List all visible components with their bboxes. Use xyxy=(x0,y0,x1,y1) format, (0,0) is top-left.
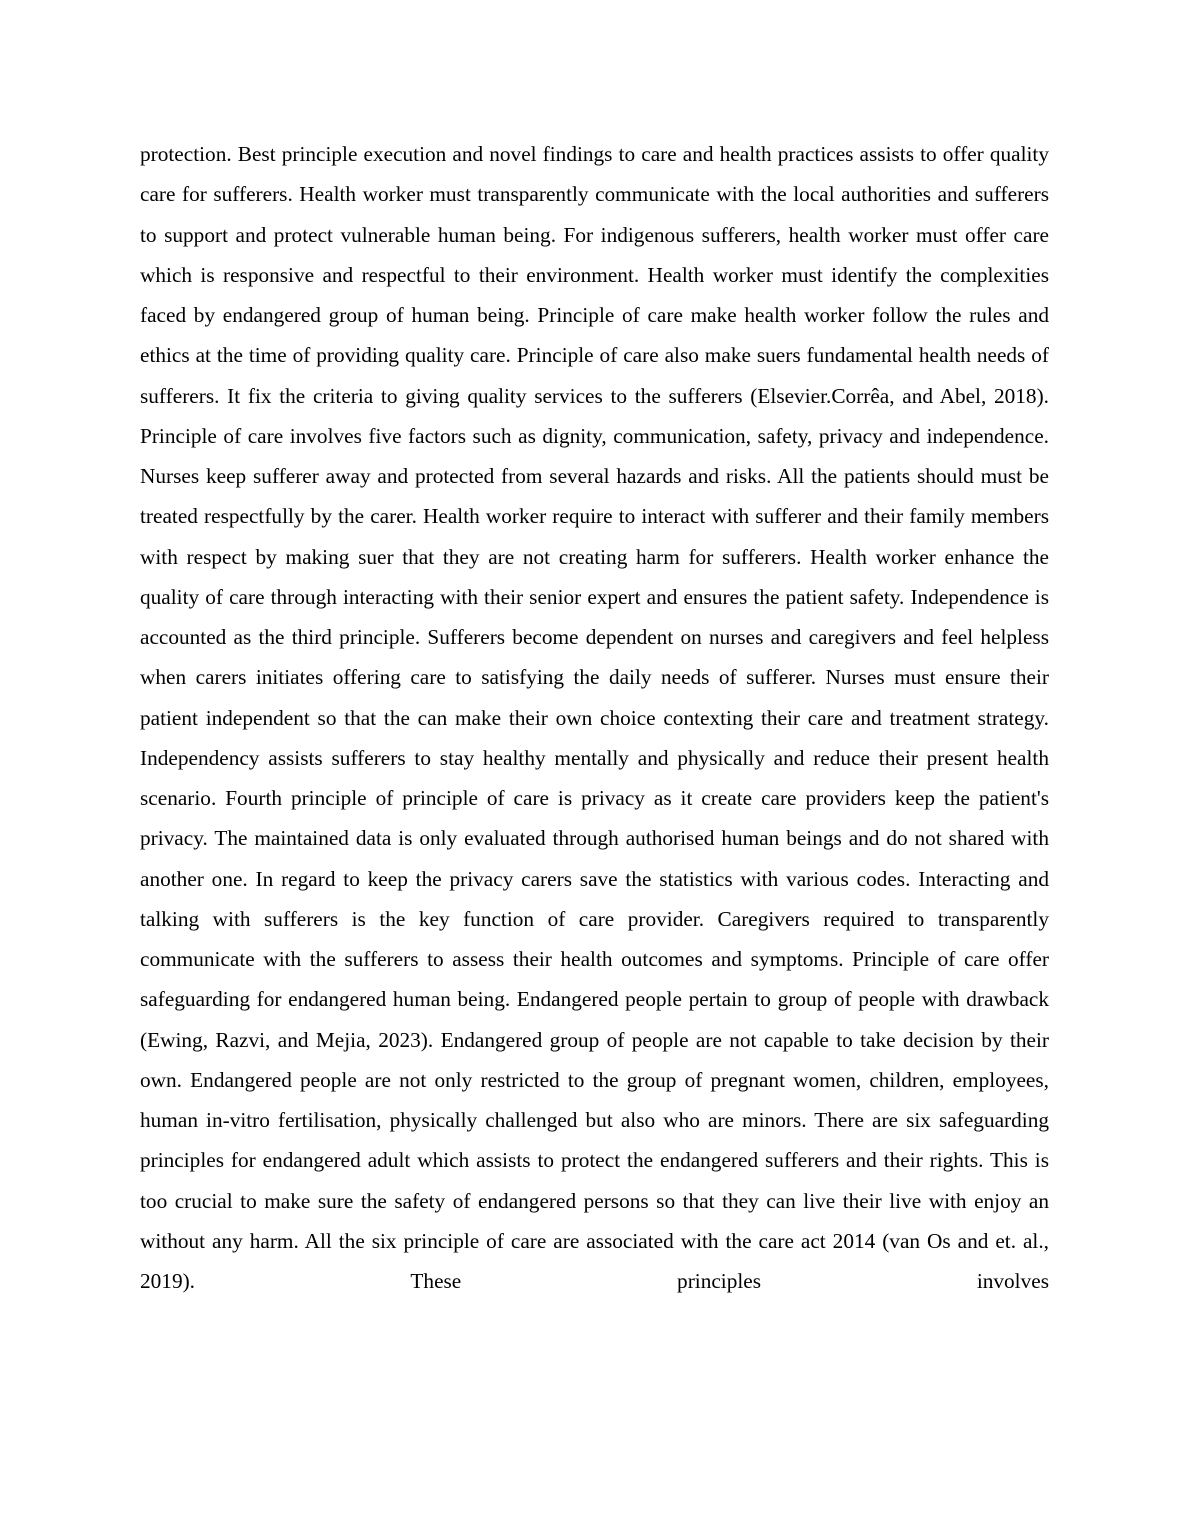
body-paragraph: protection. Best principle execution and novel findings to care and health practices assists to offer quality care for sufferers. Health worker must transparently communicate with the local authorities and sufferers to support and protect vulnerable human being. For indigenous sufferers, health worker must offer care which is responsive and respectful to their environment. Health worker must identify the complexities faced by endangered group of human being. Principle of care make health worker follow the rules and ethics at the time of providing quality care. Principle of care also make suers fundamental health needs of sufferers. It fix the criteria to giving quality services to the sufferers (Elsevier.Corrêa, and Abel, 2018). Principle of care involves five factors such as dignity, communication, safety, privacy and independence. Nurses keep sufferer away and protected from several hazards and risks. All the patients should must be treated respectfully by the carer. Health worker require to interact with sufferer and their family members with respect by making suer that they are not creating harm for sufferers. Health worker enhance the quality of care through interacting with their senior expert and ensures the patient safety. Independence is accounted as the third principle. Sufferers become dependent on nurses and caregivers and feel helpless when carers initiates offering care to satisfying the daily needs of sufferer. Nurses must ensure their patient independent so that the can make their own choice contexting their care and treatment strategy. Independency assists sufferers to stay healthy mentally and physically and reduce their present health scenario. Fourth principle of principle of care is privacy as it create care providers keep the patient's privacy. The maintained data is only evaluated through authorised human beings and do not shared with another one. In regard to keep the privacy carers save the statistics with various codes. Interacting and talking with sufferers is the key function of care provider. Caregivers required to transparently communicate with the sufferers to assess their health outcomes and symptoms. Principle of care offer safeguarding for endangered human being. Endangered people pertain to group of people with drawback (Ewing, Razvi, and Mejia, 2023). Endangered group of people are not capable to take decision by their own. Endangered people are not only restricted to the group of pregnant women, children, employees, human in-vitro fertilisation, physically challenged but also who are minors. There are six safeguarding principles for endangered adult which assists to protect the endangered sufferers and their rights. This is too crucial to make sure the safety of endangered persons so that they can live their live with enjoy an without any harm. All the six principle of care are associated with the care act 2014 (van Os and et. al., 2019). These principles involves xyxy=(140,142,1049,1293)
